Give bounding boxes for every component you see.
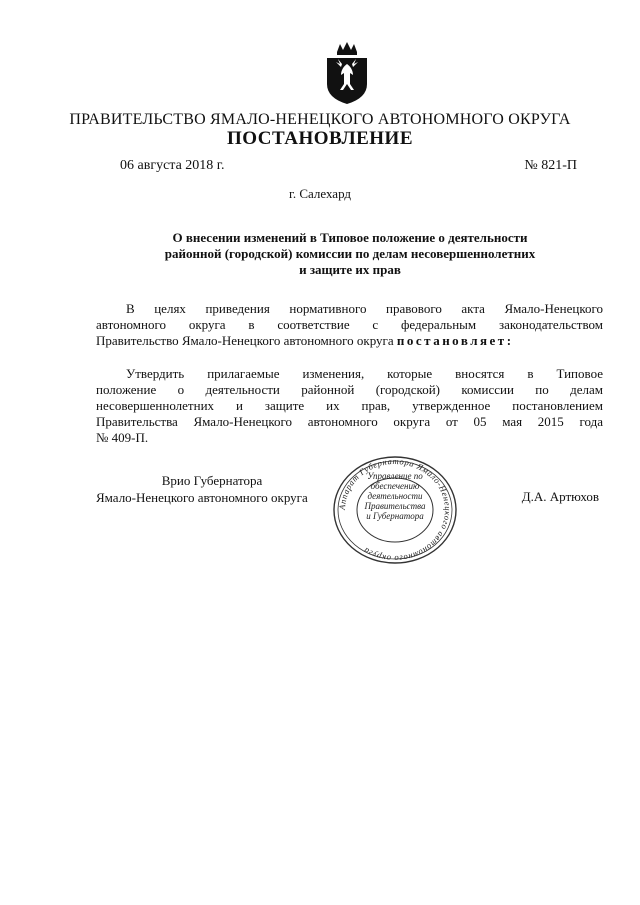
stamp-line: обеспечению bbox=[370, 481, 420, 491]
document-heading bbox=[100, 230, 600, 278]
signatory-position bbox=[96, 472, 328, 506]
decides-word: постановляет: bbox=[396, 333, 514, 348]
document-date: 06 августа 2018 г. bbox=[120, 158, 225, 173]
paragraph-line: Правительства Ямало-Ненецкого автономного округа от 05 мая 2015 года bbox=[96, 414, 603, 429]
heading-line: О внесении изменений в Типовое положение о деятельности bbox=[172, 230, 528, 245]
signatory-name: Д.А. Артюхов bbox=[521, 489, 599, 504]
stamp-line: деятельности bbox=[367, 491, 423, 501]
document-number: № 821-П bbox=[524, 158, 577, 173]
preamble-paragraph bbox=[96, 301, 603, 349]
position-line: Ямало-Ненецкого автономного округа bbox=[96, 490, 308, 505]
paragraph-line: № 409-П. bbox=[96, 430, 149, 445]
coat-of-arms-emblem bbox=[324, 40, 370, 106]
paragraph-line: Утвердить прилагаемые изменения, которые вносятся в Типовое bbox=[126, 366, 603, 381]
paragraph-line: несовершеннолетних и защите их прав, утвержденное постановлением bbox=[96, 398, 603, 413]
heading-line: районной (городской) комиссии по делам несовершеннолетних bbox=[164, 246, 536, 261]
paragraph-line: В целях приведения нормативного правового акта Ямало-Ненецкого bbox=[126, 301, 603, 316]
resolution-paragraph bbox=[96, 366, 603, 446]
stamp-line: Правительства bbox=[364, 501, 426, 511]
stamp-line: Управление по bbox=[367, 471, 423, 481]
stamp-line: и Губернатора bbox=[366, 511, 424, 521]
paragraph-line: положение о деятельности районной (городской) комиссии по делам bbox=[96, 382, 603, 397]
government-name: ПРАВИТЕЛЬСТВО ЯМАЛО-НЕНЕЦКОГО АВТОНОМНОГО ОКРУГА bbox=[69, 111, 571, 128]
document-city: г. Салехард bbox=[288, 186, 352, 201]
preamble-subject: Правительство Ямало-Ненецкого автономного округа bbox=[96, 333, 394, 348]
position-line: Врио Губернатора bbox=[161, 473, 263, 488]
stamp-ring-text: Аппарат Губернатора Ямало-Ненецкого автономного округа bbox=[336, 455, 454, 565]
paragraph-line bbox=[96, 333, 603, 349]
document-type: ПОСТАНОВЛЕНИЕ bbox=[226, 128, 414, 149]
stamp-center-text bbox=[353, 471, 437, 521]
paragraph-line: автономного округа в соответствие с федеральным законодательством bbox=[96, 317, 603, 332]
heading-line: и защите их прав bbox=[299, 262, 401, 277]
